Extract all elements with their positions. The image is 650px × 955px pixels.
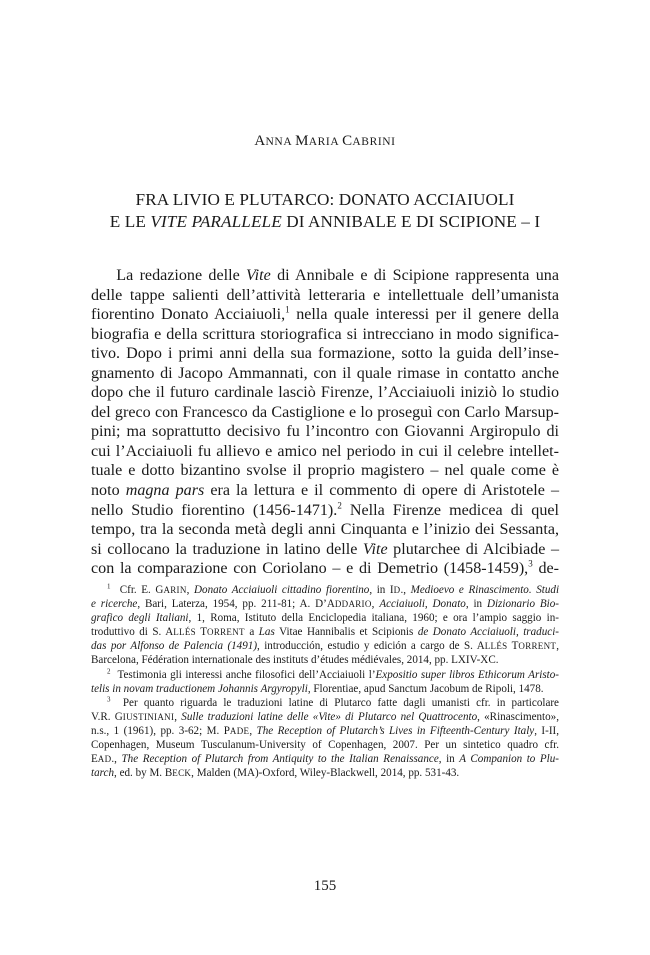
body-line: con la comparazione con Coriolano – e di Demetrio (1458-1459),$^3$ de-	[91, 558, 559, 578]
footnote-ref-3[interactable]: 3	[528, 558, 533, 569]
footnotes	[91, 583, 559, 780]
body-line: noto magna pars era la lettura e il commento di opere di Aristotele –	[91, 482, 559, 500]
body-line: tempo, tra la seconda metà degli anni Cinquanta e l’inizio dei Sessanta,	[91, 521, 559, 539]
title-line-2: E LE VITE PARALLELE DI ANNIBALE E DI SCIPIONE – I	[109, 212, 541, 231]
body-line: delle tappe salienti dell’attività letteraria e intellettuale dell’umanista	[91, 286, 559, 304]
body-line: si collocano la traduzione in latino delle Vite plutarchee di Alcibiade –	[91, 540, 559, 558]
body-line: dopo che il futuro cardinale lasciò Firenze, l’Acciaiuoli iniziò lo studio	[91, 384, 559, 402]
body-line: cui l’Acciaiuoli fu allievo e amico nel periodo in cui il celebre intellet-	[91, 442, 559, 460]
footnote-3-line: Copenhagen, Museum Tusculanum-University of Copenhagen, 2007. Per un sintetico quadro cfr.	[91, 739, 559, 752]
footnote-1-line: grafico degli Italiani, 1, Roma, Istituto della Enciclopedia italiana, 1960; e ora l’ampio saggio in-	[91, 612, 559, 625]
author-name: ANNA MARIA CABRINI	[254, 133, 396, 149]
footnote-1-line: das por Alfonso de Palencia (1491), introducción, estudio y edición a cargo de S. ALLÉS TORRENT,	[91, 640, 559, 653]
footnote-2-line: telis in novam traductionem Johannis Argyropyli, Florentiae, apud Sanctum Jacobum de Ripoli, 1478.	[91, 682, 544, 695]
body-line: del greco con Francesco da Castiglione e lo proseguì con Carlo Marsup-	[91, 403, 559, 421]
footnote-1-line: $^1$ Cfr. E. GARIN, Donato Acciaiuoli cittadino fiorentino, in ID., Medioevo e Rinascimento. Studi	[107, 582, 560, 596]
body-line: La redazione delle Vite di Annibale e di Scipione rappresenta una	[116, 267, 559, 284]
footnote-3-line: EAD., The Reception of Plutarch from Antiquity to the Italian Renaissance, in A Companion to Plu-	[91, 753, 560, 766]
body-line: pini; ma soprattutto decisivo fu l’incontro con Giovanni Argiropulo di	[91, 423, 559, 441]
footnote-3-line: $^3$ Per quanto riguarda le traduzioni latine di Plutarco fatte dagli umanisti cfr. in particolare	[107, 695, 559, 709]
footnote-ref-2[interactable]: 2	[337, 500, 342, 511]
footnote-3-line: n.s., 1 (1961), pp. 3-62; M. PADE, The Reception of Plutarch’s Lives in Fifteenth-Century Italy, I-II,	[91, 724, 559, 737]
body-line: nello Studio fiorentino (1456-1471).$^2$ Nella Firenze medicea di quel	[91, 500, 560, 519]
body-text	[91, 266, 559, 579]
body-line: tuale e dotto bizantino svolse il proprio magistero – nel quale come è	[91, 462, 559, 480]
footnote-2-line: $^2$ Testimonia gli interessi anche filosofici dell’Acciaiuoli l’Expositio super libros Ethicorum Aristo-	[107, 666, 559, 681]
footnote-3-line: V.R. GIUSTINIANI, Sulle traduzioni latine delle «Vite» di Plutarco nel Quattrocento, «Rinascimento»,	[91, 710, 560, 723]
footnote-ref-1[interactable]: 1	[285, 304, 290, 315]
title-line-1: FRA LIVIO E PLUTARCO: DONATO ACCIAIUOLI	[135, 190, 515, 209]
body-line: biografia e della scrittura storiografica si intrecciano in modo significa-	[91, 325, 559, 343]
footnote-1-line: troduttivo di S. ALLÉS TORRENT a Las Vitae Hannibalis et Scipionis de Donato Acciaiuoli, traduci-	[91, 626, 559, 639]
footnote-1-line: e ricerche, Bari, Laterza, 1954, pp. 211-81; A. D’ADDARIO, Acciaiuoli, Donato, in Dizionario Bio-	[91, 598, 559, 611]
footnote-1-line: Barcelona, Fédération internationale des instituts d’études médiévales, 2014, pp. LXIV-XC.	[91, 654, 499, 667]
page-number: 155	[313, 878, 337, 894]
body-line: fiorentino Donato Acciaiuoli,$^1$ nella quale interessi per il genere della	[91, 304, 559, 324]
article-title	[60, 189, 590, 233]
body-line: tivo. Dopo i primi anni della sua formazione, sotto la guida dell’inse-	[91, 345, 559, 363]
footnote-3-line: tarch, ed. by M. BECK, Malden (MA)-Oxford, Wiley-Blackwell, 2014, pp. 531-43.	[91, 767, 460, 780]
body-line: gnamento di Jacopo Ammannati, con il quale rimase in contatto anche	[91, 364, 559, 382]
